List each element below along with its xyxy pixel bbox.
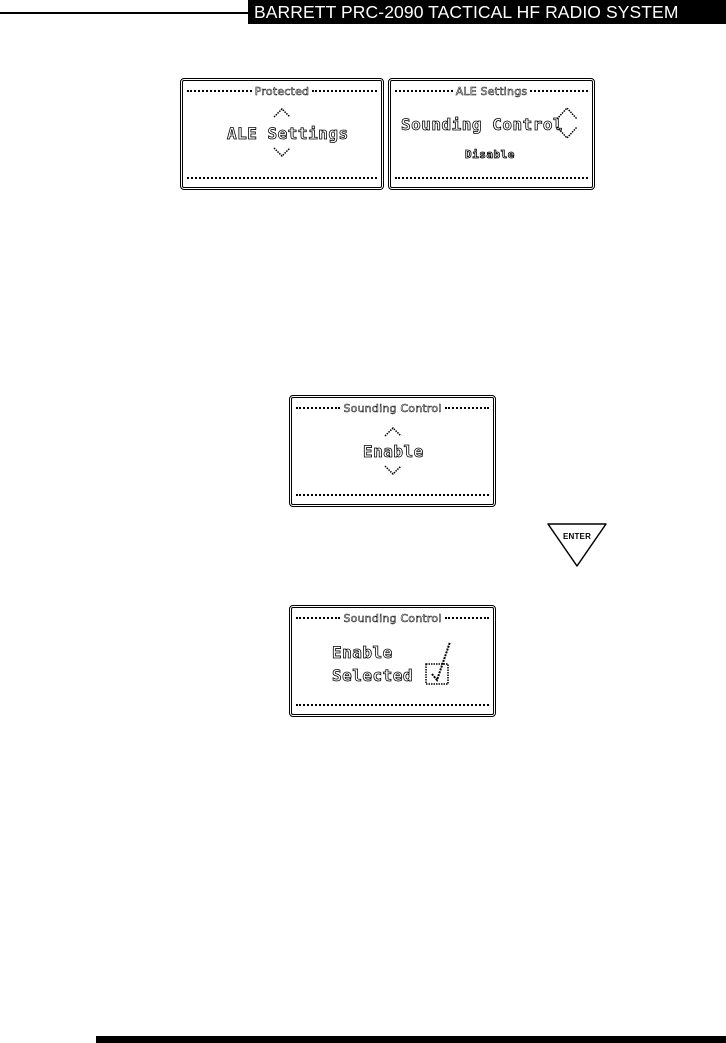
lcd-line-2: Selected	[332, 666, 414, 685]
lcd-subvalue: Disable	[465, 148, 515, 161]
scroll-up-arrow-icon	[273, 108, 291, 118]
lcd-screen-ale-settings	[388, 78, 595, 190]
enter-key-label: ENTER	[562, 532, 592, 541]
lcd-line-1: Enable	[332, 643, 393, 662]
lcd-title: Sounding Control	[343, 611, 442, 625]
lcd-title: ALE Settings	[455, 84, 528, 98]
lcd-screen-protected	[180, 78, 384, 190]
scroll-up-arrow-icon	[384, 427, 402, 437]
scroll-down-arrow-icon	[384, 465, 402, 475]
lcd-screen-sounding-enable	[289, 395, 496, 507]
page-header: BARRETT PRC-2090 TACTICAL HF RADIO SYSTEM	[248, 0, 726, 24]
lcd-value: Enable	[363, 442, 424, 461]
header-rule	[0, 12, 250, 14]
lcd-value: Sounding Control	[401, 115, 564, 134]
scroll-up-down-arrow-icon	[555, 105, 579, 141]
footer-bar	[96, 1036, 726, 1043]
enter-key-icon	[546, 522, 608, 568]
scroll-down-arrow-icon	[273, 147, 291, 157]
lcd-screen-sounding-selected	[289, 605, 496, 717]
checkbox-checked-icon	[424, 640, 454, 690]
lcd-value: ALE Settings	[227, 124, 349, 143]
lcd-title: Sounding Control	[343, 401, 442, 415]
lcd-title: Protected	[254, 84, 310, 98]
